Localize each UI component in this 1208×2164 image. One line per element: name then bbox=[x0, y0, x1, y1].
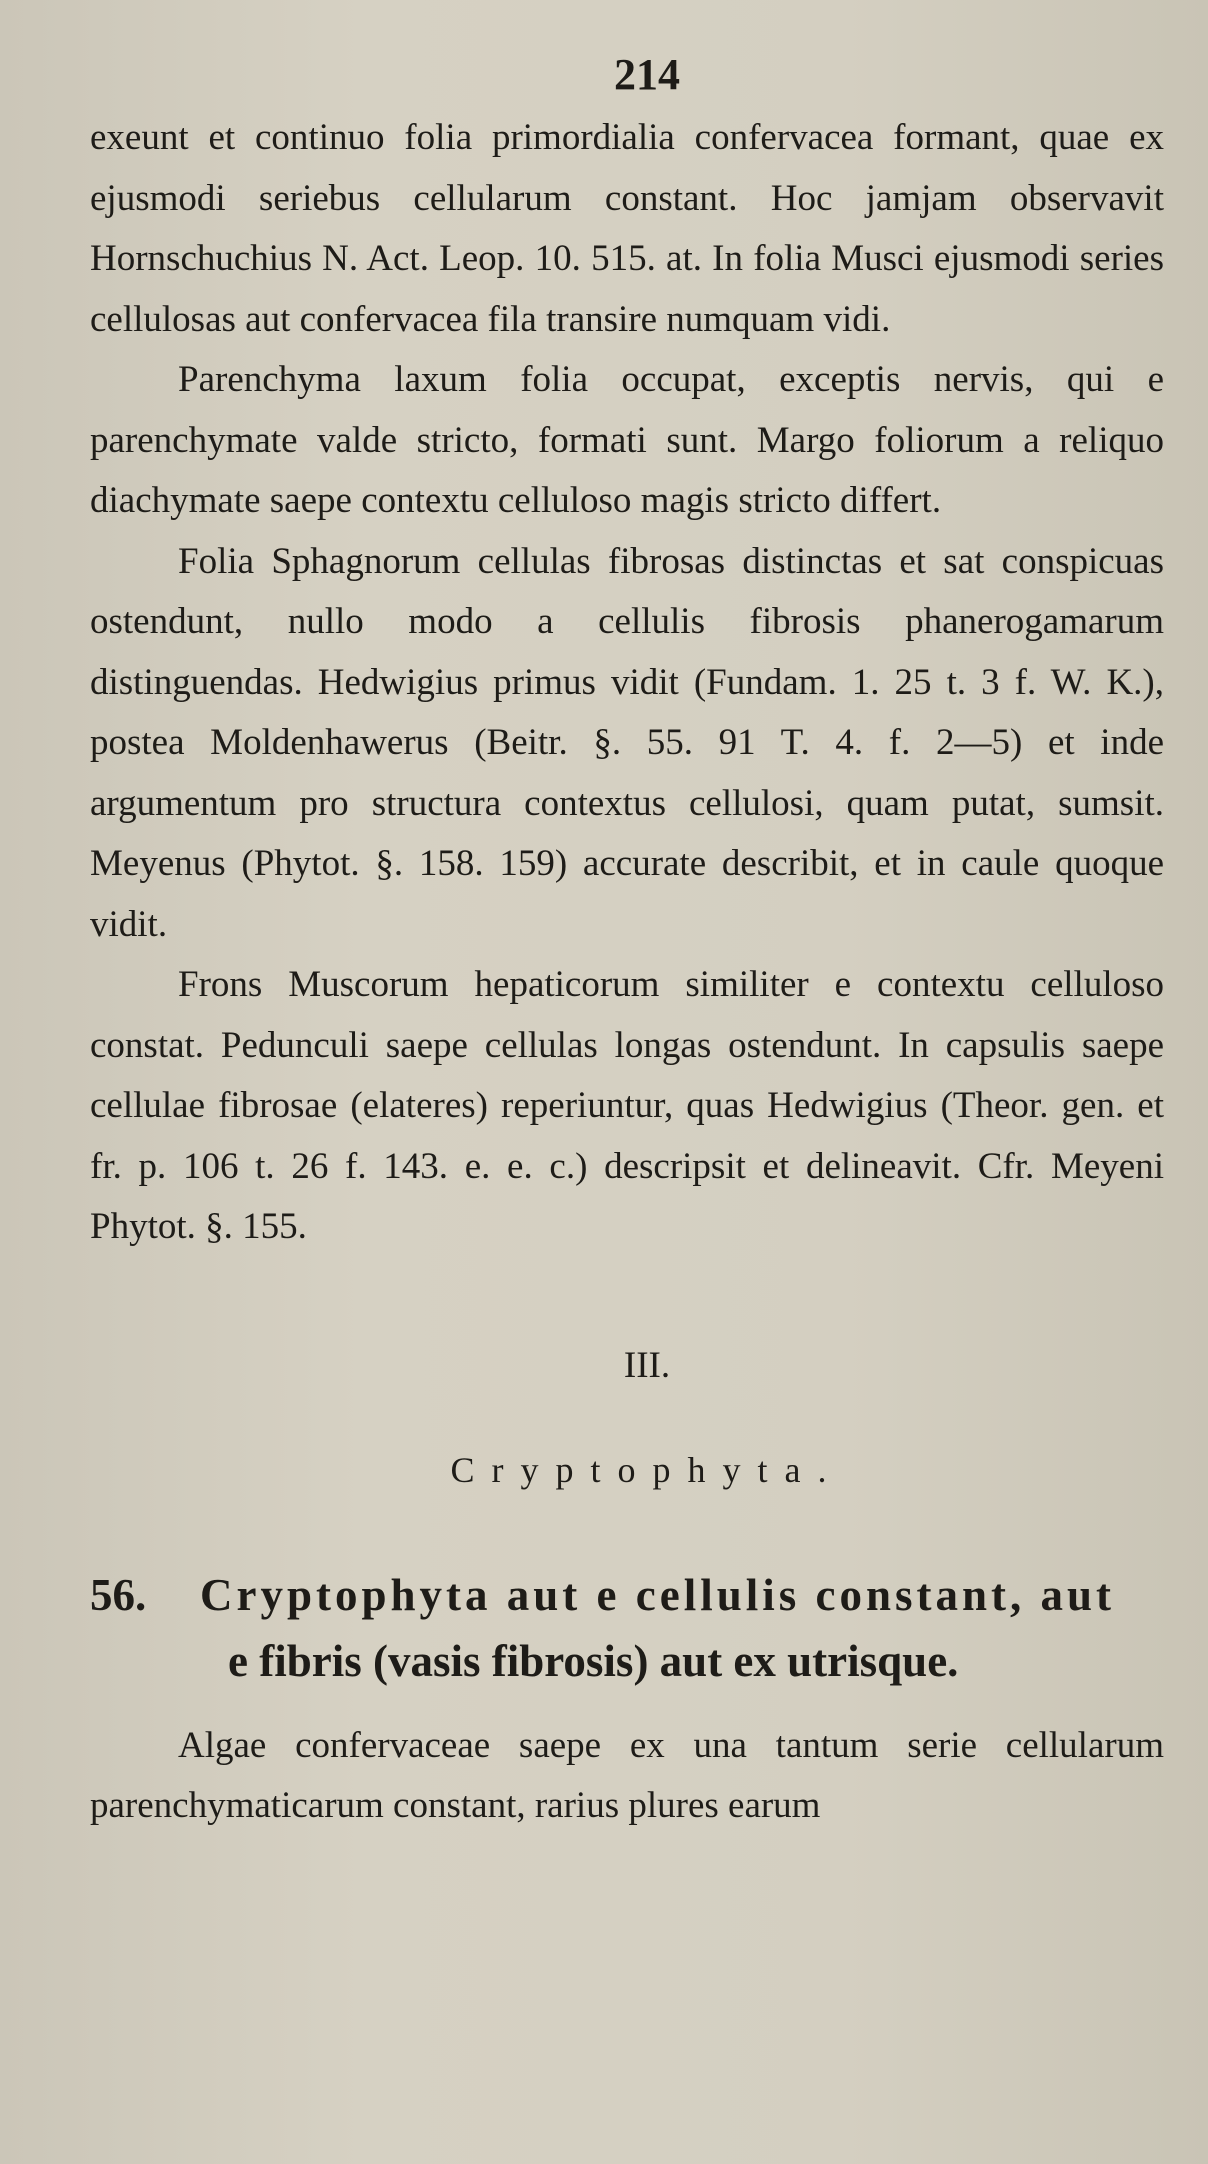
heading-number: 56. bbox=[90, 1569, 147, 1620]
paragraph-leaf-formation: exeunt et continuo folia primordialia confervacea formant, quae ex ejusmodi seriebus cellularum constant. Hoc jamjam observavit Hornschuchius N. Act. Leop. 10. 515. at. In folia Musci ejusmodi series cellulosas aut confervacea fila transire numquam vidi. bbox=[90, 117, 1164, 340]
body-text bbox=[90, 108, 1164, 1258]
section-number: III. bbox=[623, 1344, 671, 1386]
page-number: 214 bbox=[614, 50, 680, 99]
paragraph-hepatic-mosses: Frons Muscorum hepaticorum similiter e contextu celluloso constat. Pedunculi saepe cellulas longas ostendunt. In capsulis saepe cellulae fibrosae (elateres) reperiuntur, quas Hedwigius (Theor. gen. et fr. p. 106 t. 26 f. 143. e. e. c.) descripsit et delineavit. Cfr. Meyeni Phytot. §. 155. bbox=[90, 964, 1164, 1247]
section-title: Cryptophyta. bbox=[450, 1449, 844, 1490]
paragraph-sphagnum: Folia Sphagnorum cellulas fibrosas distinctas et sat conspicuas ostendunt, nullo modo a cellulis fibrosis phanerogamarum distinguendas. Hedwigius primus vidit (Fundam. 1. 25 t. 3 f. W. K.), postea Moldenhawerus (Beitr. §. 55. 91 T. 4. f. 2—5) et inde argumentum pro structura contextus cellulosi, quam putat, sumsit. Meyenus (Phytot. §. 158. 159) accurate describit, et in caule quoque vidit. bbox=[90, 540, 1164, 945]
paragraph-parenchyma: Parenchyma laxum folia occupat, exceptis nervis, qui e parenchymate valde stricto, formati sunt. Margo foliorum a reliquo diachymate saepe contextu celluloso magis stricto differt. bbox=[90, 359, 1164, 521]
heading-line-1: Cryptophyta aut e cellulis constant, aut bbox=[200, 1569, 1116, 1620]
body-text-final bbox=[90, 1716, 1164, 1837]
paragraph-heading bbox=[90, 1562, 1164, 1694]
paragraph-algae: Algae confervaceae saepe ex una tantum serie cellularum parenchymaticarum constant, rarius plures earum bbox=[90, 1724, 1164, 1826]
heading-line-2: e fibris (vasis fibrosis) aut ex utrisque. bbox=[228, 1635, 959, 1686]
